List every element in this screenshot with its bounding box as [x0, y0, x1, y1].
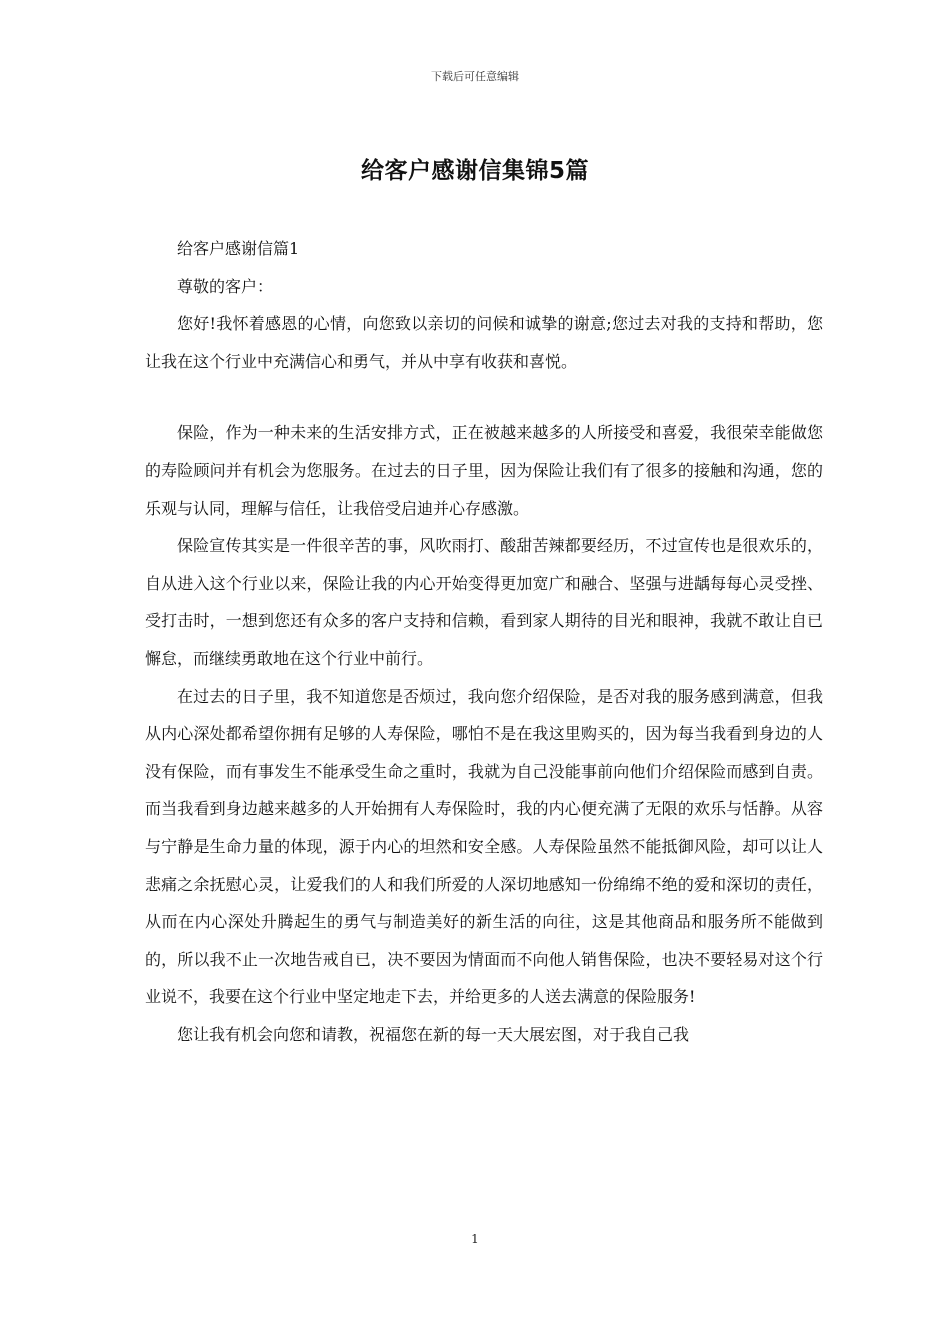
paragraph: 在过去的日子里，我不知道您是否烦过，我向您介绍保险，是否对我的服务感到满意，但我从内心深处都希望你拥有足够的人寿保险，哪怕不是在我这里购买的，因为每当我看到身边的人没有保险，而有事发生不能承受生命之重时，我就为自己没能事前向他们介绍保险而感到自责。而当我看到身边越来越多的人开始拥有人寿保险时，我的内心便充满了无限的欢乐与恬静。从容与宁静是生命力量的体现，源于内心的坦然和安全感。人寿保险虽然不能抵御风险，却可以让人悲痛之余抚慰心灵，让爱我们的人和我们所爱的人深切地感知一份绵绵不绝的爱和深切的责任，从而在内心深处升腾起生的勇气与制造美好的新生活的向往，这是其他商品和服务所不能做到的，所以我不止一次地告戒自已，决不要因为情面而不向他人销售保险，也决不要轻易对这个行业说不，我要在这个行业中坚定地走下去，并给更多的人送去满意的保险服务!: [145, 686, 823, 1007]
document-body: [145, 230, 823, 1053]
header-note: 下载后可任意编辑: [431, 70, 519, 83]
document-title: 给客户感谢信集锦5篇: [360, 158, 589, 184]
paragraph: 您让我有机会向您和请教，祝福您在新的每一天大展宏图，对于我自己我: [177, 1024, 690, 1044]
paragraph: 保险宣传其实是一件很辛苦的事，风吹雨打、酸甜苦辣都要经历，不过宣传也是很欢乐的，自从进入这个行业以来，保险让我的内心开始变得更加宽广和融合、坚强与进龋每每心灵受挫、受打击时，一想到您还有众多的客户支持和信赖，看到家人期待的目光和眼神，我就不敢让自已懈怠，而继续勇敢地在这个行业中前行。: [145, 536, 823, 668]
page-number: 1: [471, 1232, 479, 1246]
section-heading: 给客户感谢信篇1: [177, 239, 300, 258]
paragraph: 您好!我怀着感恩的心情，向您致以亲切的问候和诚挚的谢意;您过去对我的支持和帮助，您让我在这个行业中充满信心和勇气，并从中享有收获和喜悦。: [145, 314, 823, 371]
paragraph: 保险，作为一种未来的生活安排方式，正在被越来越多的人所接受和喜爱，我很荣幸能做您的寿险顾问并有机会为您服务。在过去的日子里，因为保险让我们有了很多的接触和沟通，您的乐观与认同，理解与信任，让我倍受启迪并心存感激。: [145, 423, 823, 518]
salutation: 尊敬的客户：: [177, 276, 274, 296]
